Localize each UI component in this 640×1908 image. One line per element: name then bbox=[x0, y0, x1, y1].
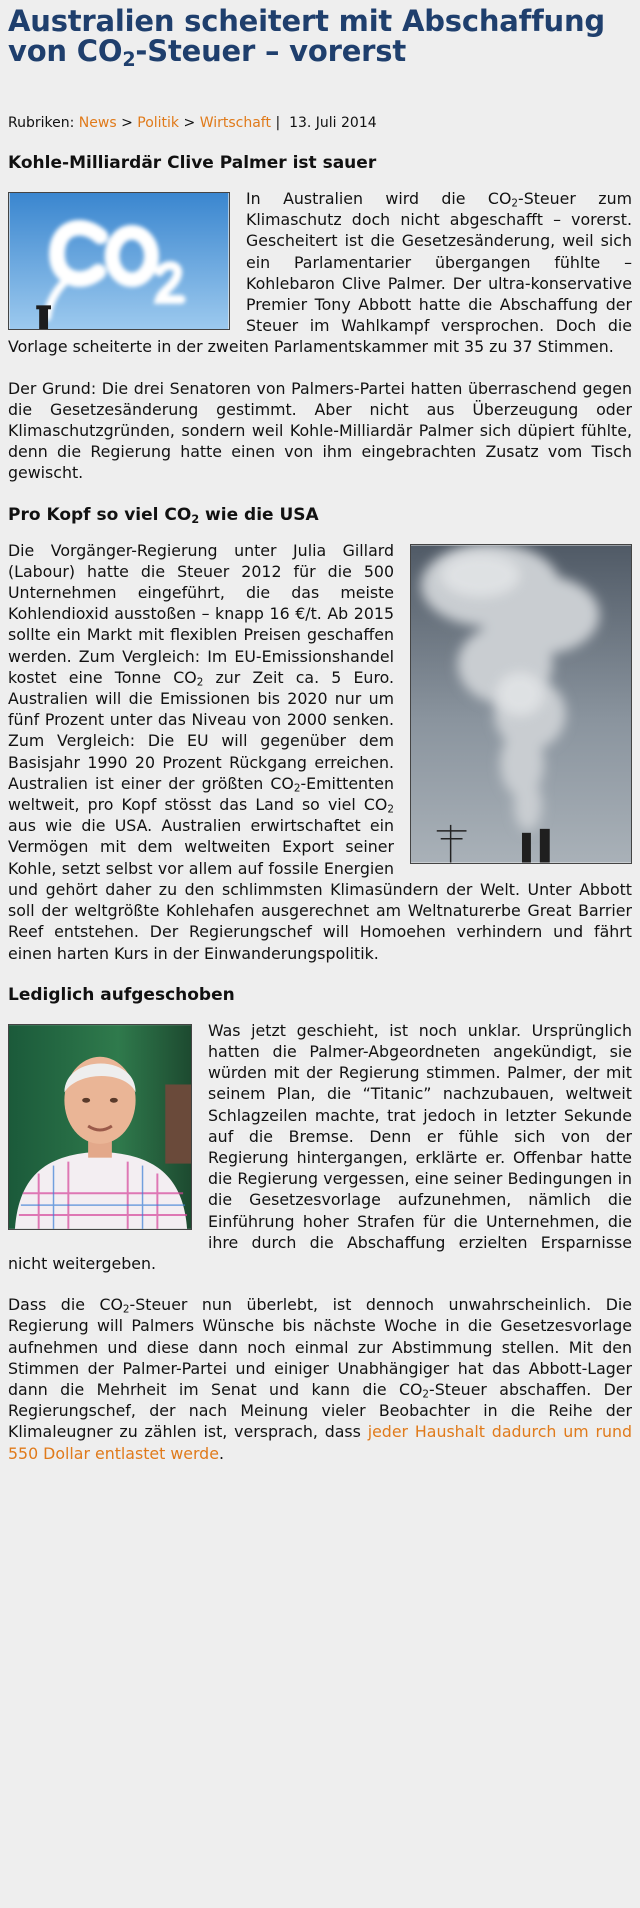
crumb-separator: > bbox=[183, 115, 196, 131]
section-heading-pro-kopf: Pro Kopf so viel $CO_2$ wie die USA bbox=[8, 504, 319, 526]
crumb-news[interactable]: News bbox=[78, 115, 117, 131]
paragraph-5: Dass die $CO_2$-Steuer nun überlebt, ist dennoch unwahrscheinlich. Die Regierung will Palmers Wünsche bis nächste Woche in die Gesetzesvorlage aufnehmen und diese dann noch einmal zur Abstimmung stellen. Mit den Stimmen der Palmer-Partei und einiger Unabhängiger hat das Abbott-Lager dann die Mehrheit im Senat und kann die $CO_2$-Steuer abschaffen. Der Regierungschef, der nach Meinung vieler Beobachter in die Reihe der Klimaleugner zu zählen ist, versprach, dass jeder Haushalt dadurch um rund 550 Dollar entlastet werde. bbox=[8, 1295, 632, 1463]
clive-palmer-photo bbox=[8, 1024, 192, 1230]
rubriken-bar bbox=[8, 114, 632, 132]
crumb-wirtschaft[interactable]: Wirtschaft bbox=[199, 115, 271, 131]
paragraph-1: In Australien wird die $CO_2$-Steuer zum Klimaschutz doch nicht abgeschafft – vorerst. Gescheitert ist die Gesetzesänderung, weil sich ein Parlamentarier übergangen fühlte – Kohlebaron Clive Palmer. Der ultra-konservative Premier Tony Abbott hatte die Abschaffung der Steuer im Wahlkampf versprochen. Doch die Vorlage scheiterte in der zweiten Parlamentskammer mit 35 zu 37 Stimmen. bbox=[8, 189, 632, 357]
paragraph-4: Was jetzt geschieht, ist noch unklar. Ursprünglich hatten die Palmer-Abgeordneten angekündigt, sie würden mit der Regierung stimmen. Palmer, der mit seinem Plan, die “Titanic” nachzubauen, weltweit Schlagzeilen machte, trat jedoch in letzter Sekunde auf die Bremse. Denn er fühle sich von der Regierung hintergangen, erklärte er. Offenbar hatte die Regierung vergessen, eine seiner Bedingungen in die Gesetzesvorlage aufzunehmen, nämlich die Einführung hoher Strafen für die Unternehmen, die ihre durch die Abschaffung erzielten Ersparnisse nicht weitergeben. bbox=[8, 1020, 632, 1273]
paragraph-2: Der Grund: Die drei Senatoren von Palmers-Partei hatten überraschend gegen die Gesetzesänderung gestimmt. Aber nicht aus Überzeugung oder Klimaschutzgründen, sondern weil Kohle-Milliardär Palmer sich düpiert fühlte, denn die Regierung hatte einen von ihm eingebrachten Zusatz vom Tisch gewischt. bbox=[8, 378, 632, 483]
crumb-separator: > bbox=[121, 115, 133, 131]
co2-cloud-image bbox=[8, 192, 230, 330]
section-heading-palmer: Kohle-Milliardär Clive Palmer ist sauer bbox=[8, 153, 377, 173]
crumb-politik[interactable]: Politik bbox=[137, 115, 180, 131]
article-date: 13. Juli 2014 bbox=[289, 115, 377, 131]
paragraph-3: Die Vorgänger-Regierung unter Julia Gillard (Labour) hatte die Steuer 2012 für die 500 Unternehmen eingeführt, die das meiste Kohlendioxid ausstoßen – knapp 16 €/t. Ab 2015 sollte ein Markt mit flexiblen Preisen geschaffen werden. Zum Vergleich: Im EU-Emissionshandel kostet eine Tonne $CO_2$ zur Zeit ca. 5 Euro. Australien will die Emissionen bis 2020 nur um fünf Prozent unter das Niveau von 2000 senken. Zum Vergleich: Die EU will gegenüber dem Basisjahr 1990 20 Prozent Rückgang erreichen. Australien ist einer der größten $CO_2$-Emittenten weltweit, pro Kopf stösst das Land so viel $CO_2$ aus wie die USA. Australien erwirtschaftet ein Vermögen mit dem weltweiten Export seiner Kohle, setzt selbst vor allem auf fossile Energien und gehört daher zu den schlimmsten Klimasündern der Welt. Unter Abbott soll der weltgrößte Kohlehafen ausgerechnet am Weltnaturerbe Great Barrier Reef entstehen. Der Regierungschef will Homoehen verhindern und fährt einen harten Kurs in der Einwanderungspolitik. bbox=[8, 540, 632, 963]
smokestack-image bbox=[410, 544, 632, 864]
meta-divider: | bbox=[275, 115, 281, 131]
rubriken-label: Rubriken: bbox=[8, 115, 75, 131]
page-title: Australien scheitert mit Abschaffung von $CO_2$-Steuer – vorerst bbox=[8, 4, 605, 71]
household-savings-link[interactable]: jeder Haushalt dadurch um rund 550 Dollar entlastet werde bbox=[8, 1422, 632, 1463]
section-heading-aufgeschoben: Lediglich aufgeschoben bbox=[8, 984, 235, 1005]
